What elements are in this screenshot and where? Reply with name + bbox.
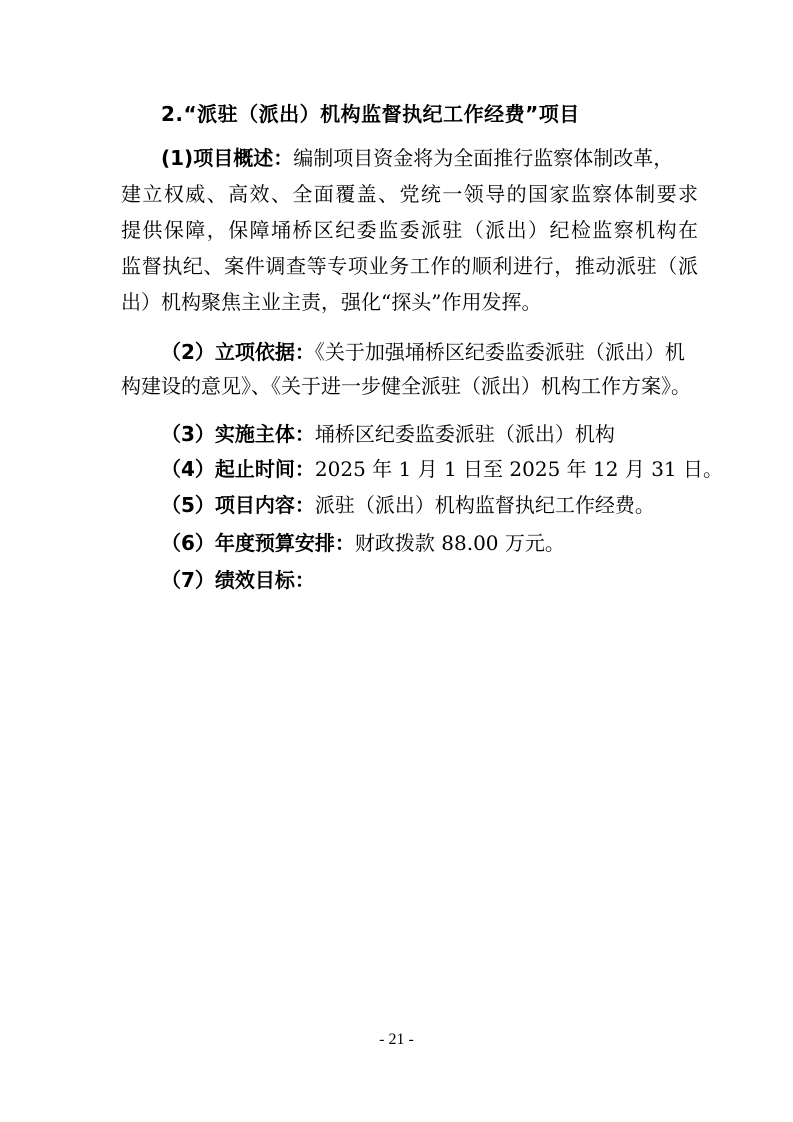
content-line: [161, 492, 655, 518]
entity-line: [161, 421, 615, 447]
period-value: 2025 年 1 月 1 日至 2025 年 12 月 31 日。: [314, 457, 723, 481]
overview-line-4: [121, 253, 698, 279]
overview-text-3: 提供保障，保障埇桥区纪委监委派驻（派出）纪检监察机构在: [121, 218, 698, 242]
budget-label: （6）年度预算安排：: [161, 531, 355, 555]
overview-text-2: 建立权威、高效、全面覆盖、党统一领导的国家监察体制要求: [121, 182, 698, 206]
entity-value: 埇桥区纪委监委派驻（派出）机构: [314, 422, 615, 446]
basis-text-2: 构建设的意见》、《关于进一步健全派驻（派出）机构工作方案》。: [121, 374, 691, 398]
overview-line-1: [161, 145, 673, 171]
overview-line-5: [121, 289, 541, 315]
page-number: - 21 -: [379, 1031, 414, 1048]
basis-label: （2）立项依据：: [161, 340, 315, 364]
basis-line-1: [161, 339, 685, 365]
section-title: 2.“派驻（派出）机构监督执纪工作经费”项目: [161, 102, 580, 126]
budget-value: 财政拨款 88.00 万元。: [354, 531, 565, 555]
basis-line-2: [121, 373, 691, 399]
goals-line: [161, 567, 315, 593]
goals-label: （7）绩效目标：: [161, 568, 315, 592]
content-value: 派驻（派出）机构监督执纪工作经费。: [314, 493, 655, 517]
overview-line-2: [121, 181, 698, 207]
overview-text-5: 出）机构聚焦主业主责，强化“探头”作用发挥。: [121, 290, 542, 314]
period-label: （4）起止时间：: [161, 457, 315, 481]
content-label: （5）项目内容：: [161, 493, 315, 517]
budget-line: [161, 530, 565, 556]
period-line: [161, 456, 723, 482]
basis-text-1: 《关于加强埇桥区纪委监委派驻（派出）机: [314, 340, 685, 364]
overview-text-4: 监督执纪、案件调查等专项业务工作的顺利进行，推动派驻（派: [121, 254, 698, 278]
entity-label: （3）实施主体：: [161, 422, 315, 446]
overview-line-3: [121, 217, 698, 243]
overview-label: (1)项目概述：: [161, 146, 294, 170]
overview-text-1: 编制项目资金将为全面推行监察体制改革，: [293, 146, 674, 170]
